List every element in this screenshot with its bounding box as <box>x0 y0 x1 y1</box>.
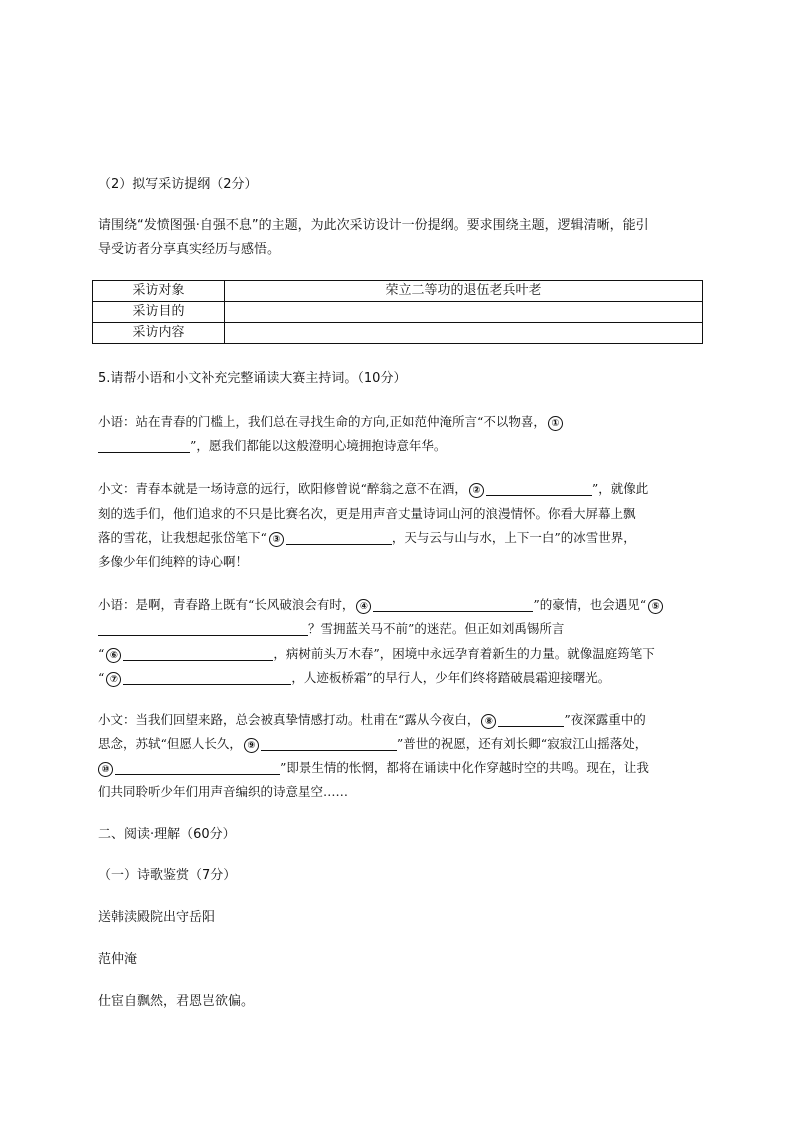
interview-instruction-line1: 请围绕“发愤图强·自强不息”的主题，为此次采访设计一份提纲。要求围绕主题，逻辑清晰，能引 <box>98 218 649 233</box>
text-span: 小文：青春本就是一场诗意的远行，欧阳修曾说“醉翁之意不在酒， <box>98 481 467 496</box>
q5-p1-line2 <box>98 438 446 454</box>
blank-number: ⑥ <box>106 648 121 663</box>
answer-blank-8[interactable] <box>498 712 564 727</box>
text-span: “ <box>98 646 105 661</box>
blank-number: ⑨ <box>244 738 259 753</box>
blank-number: ③ <box>269 532 284 547</box>
blank-number: ① <box>548 416 563 431</box>
text-span: ，人迹板桥霜”的早行人，少年们终将踏破晨霜迎接曙光。 <box>291 670 611 685</box>
q5-p4-line3 <box>98 760 649 777</box>
answer-blank-10[interactable] <box>115 760 280 775</box>
q5-p1-line1 <box>98 414 565 431</box>
text-span: “ <box>98 670 105 685</box>
text-span: ，病树前头万木春”，困境中永远孕育着新生的力量。就像温庭筠笔下 <box>273 646 655 661</box>
interview-outline-table <box>92 280 703 344</box>
q5-p2-line4: 多像少年们纯粹的诗心啊！ <box>98 554 249 569</box>
q5-p4-line1 <box>98 712 646 729</box>
q5-p3-line2 <box>98 621 564 637</box>
poem-author: 范仲淹 <box>98 952 138 967</box>
answer-blank-1[interactable] <box>98 438 190 453</box>
blank-number: ② <box>469 483 484 498</box>
text-span: 落的雪花，让我想起张岱笔下“ <box>98 530 267 545</box>
text-span: ”的豪情，也会遇见“ <box>533 597 647 612</box>
answer-blank-7[interactable] <box>123 670 291 685</box>
answer-blank-9[interactable] <box>261 736 397 751</box>
blank-number: ④ <box>356 599 371 614</box>
text-span: ”，愿我们都能以这般澄明心境拥抱诗意年华。 <box>190 438 447 453</box>
q5-p3-line3 <box>98 646 655 663</box>
part2-heading: 二、阅读·理解（60分） <box>98 827 236 842</box>
table-row <box>93 302 703 323</box>
blank-number: ⑦ <box>106 672 121 687</box>
text-span: ？雪拥蓝关马不前”的迷茫。但正如刘禹锡所言 <box>308 621 565 636</box>
answer-blank-3[interactable] <box>286 530 392 545</box>
poetry-section-heading: （一）诗歌鉴赏（7分） <box>98 868 237 883</box>
table-cell-value[interactable] <box>225 302 703 323</box>
q5-p3-line4 <box>98 670 610 687</box>
interview-outline-heading: （2）拟写采访提纲（2分） <box>98 177 258 192</box>
table-cell-label: 采访内容 <box>93 323 225 344</box>
answer-blank-4[interactable] <box>373 597 533 612</box>
q5-p4-line4: 们共同聆听少年们用声音编织的诗意星空…… <box>98 784 349 799</box>
blank-number: ⑧ <box>481 714 496 729</box>
text-span: ，天与云与山与水，上下一白”的冰雪世界， <box>391 530 636 545</box>
poem-line-1: 仕宦自飘然，君恩岂欲偏。 <box>98 994 255 1009</box>
table-cell-label: 采访目的 <box>93 302 225 323</box>
table-row <box>93 281 703 302</box>
blank-number: ⑩ <box>98 762 113 777</box>
q5-p2-line2: 刻的选手们，他们追求的不只是比赛名次，更是用声音丈量诗词山河的浪漫情怀。你看大屏幕上飘 <box>98 506 636 521</box>
q5-p4-line2 <box>98 736 647 753</box>
answer-blank-2[interactable] <box>486 481 592 496</box>
text-span: ”夜深露重中的 <box>564 712 646 727</box>
poem-title: 送韩渎殿院出守岳阳 <box>98 910 216 925</box>
table-cell-label: 采访对象 <box>93 281 225 302</box>
text-span: ”即景生情的怅惘，都将在诵读中化作穿越时空的共鸣。现在，让我 <box>280 760 649 775</box>
text-span: ”普世的祝愿，还有刘长卿“寂寂江山摇落处， <box>396 736 648 751</box>
q5-p2-line1 <box>98 481 648 498</box>
blank-number: ⑤ <box>648 599 663 614</box>
text-span: 思念，苏轼“但愿人长久， <box>98 736 242 751</box>
text-span: ”，就像此 <box>591 481 649 496</box>
table-cell-value: 荣立二等功的退伍老兵叶老 <box>225 281 703 302</box>
question5-heading: 5.请帮小语和小文补充完整诵读大赛主持词。（10分） <box>98 371 407 386</box>
interview-instruction-line2: 导受访者分享真实经历与感悟。 <box>98 242 281 257</box>
q5-p2-line3 <box>98 530 636 547</box>
answer-blank-5[interactable] <box>98 621 308 636</box>
answer-blank-6[interactable] <box>123 646 273 661</box>
table-cell-value[interactable] <box>225 323 703 344</box>
q5-p3-line1 <box>98 597 665 614</box>
text-span: 小语：是啊，青春路上既有“长风破浪会有时， <box>98 597 355 612</box>
table-row <box>93 323 703 344</box>
text-span: 小语：站在青春的门槛上，我们总在寻找生命的方向,正如范仲淹所言“不以物喜， <box>98 414 546 429</box>
text-span: 小文：当我们回望来路，总会被真挚情感打动。杜甫在“露从今夜白， <box>98 712 480 727</box>
